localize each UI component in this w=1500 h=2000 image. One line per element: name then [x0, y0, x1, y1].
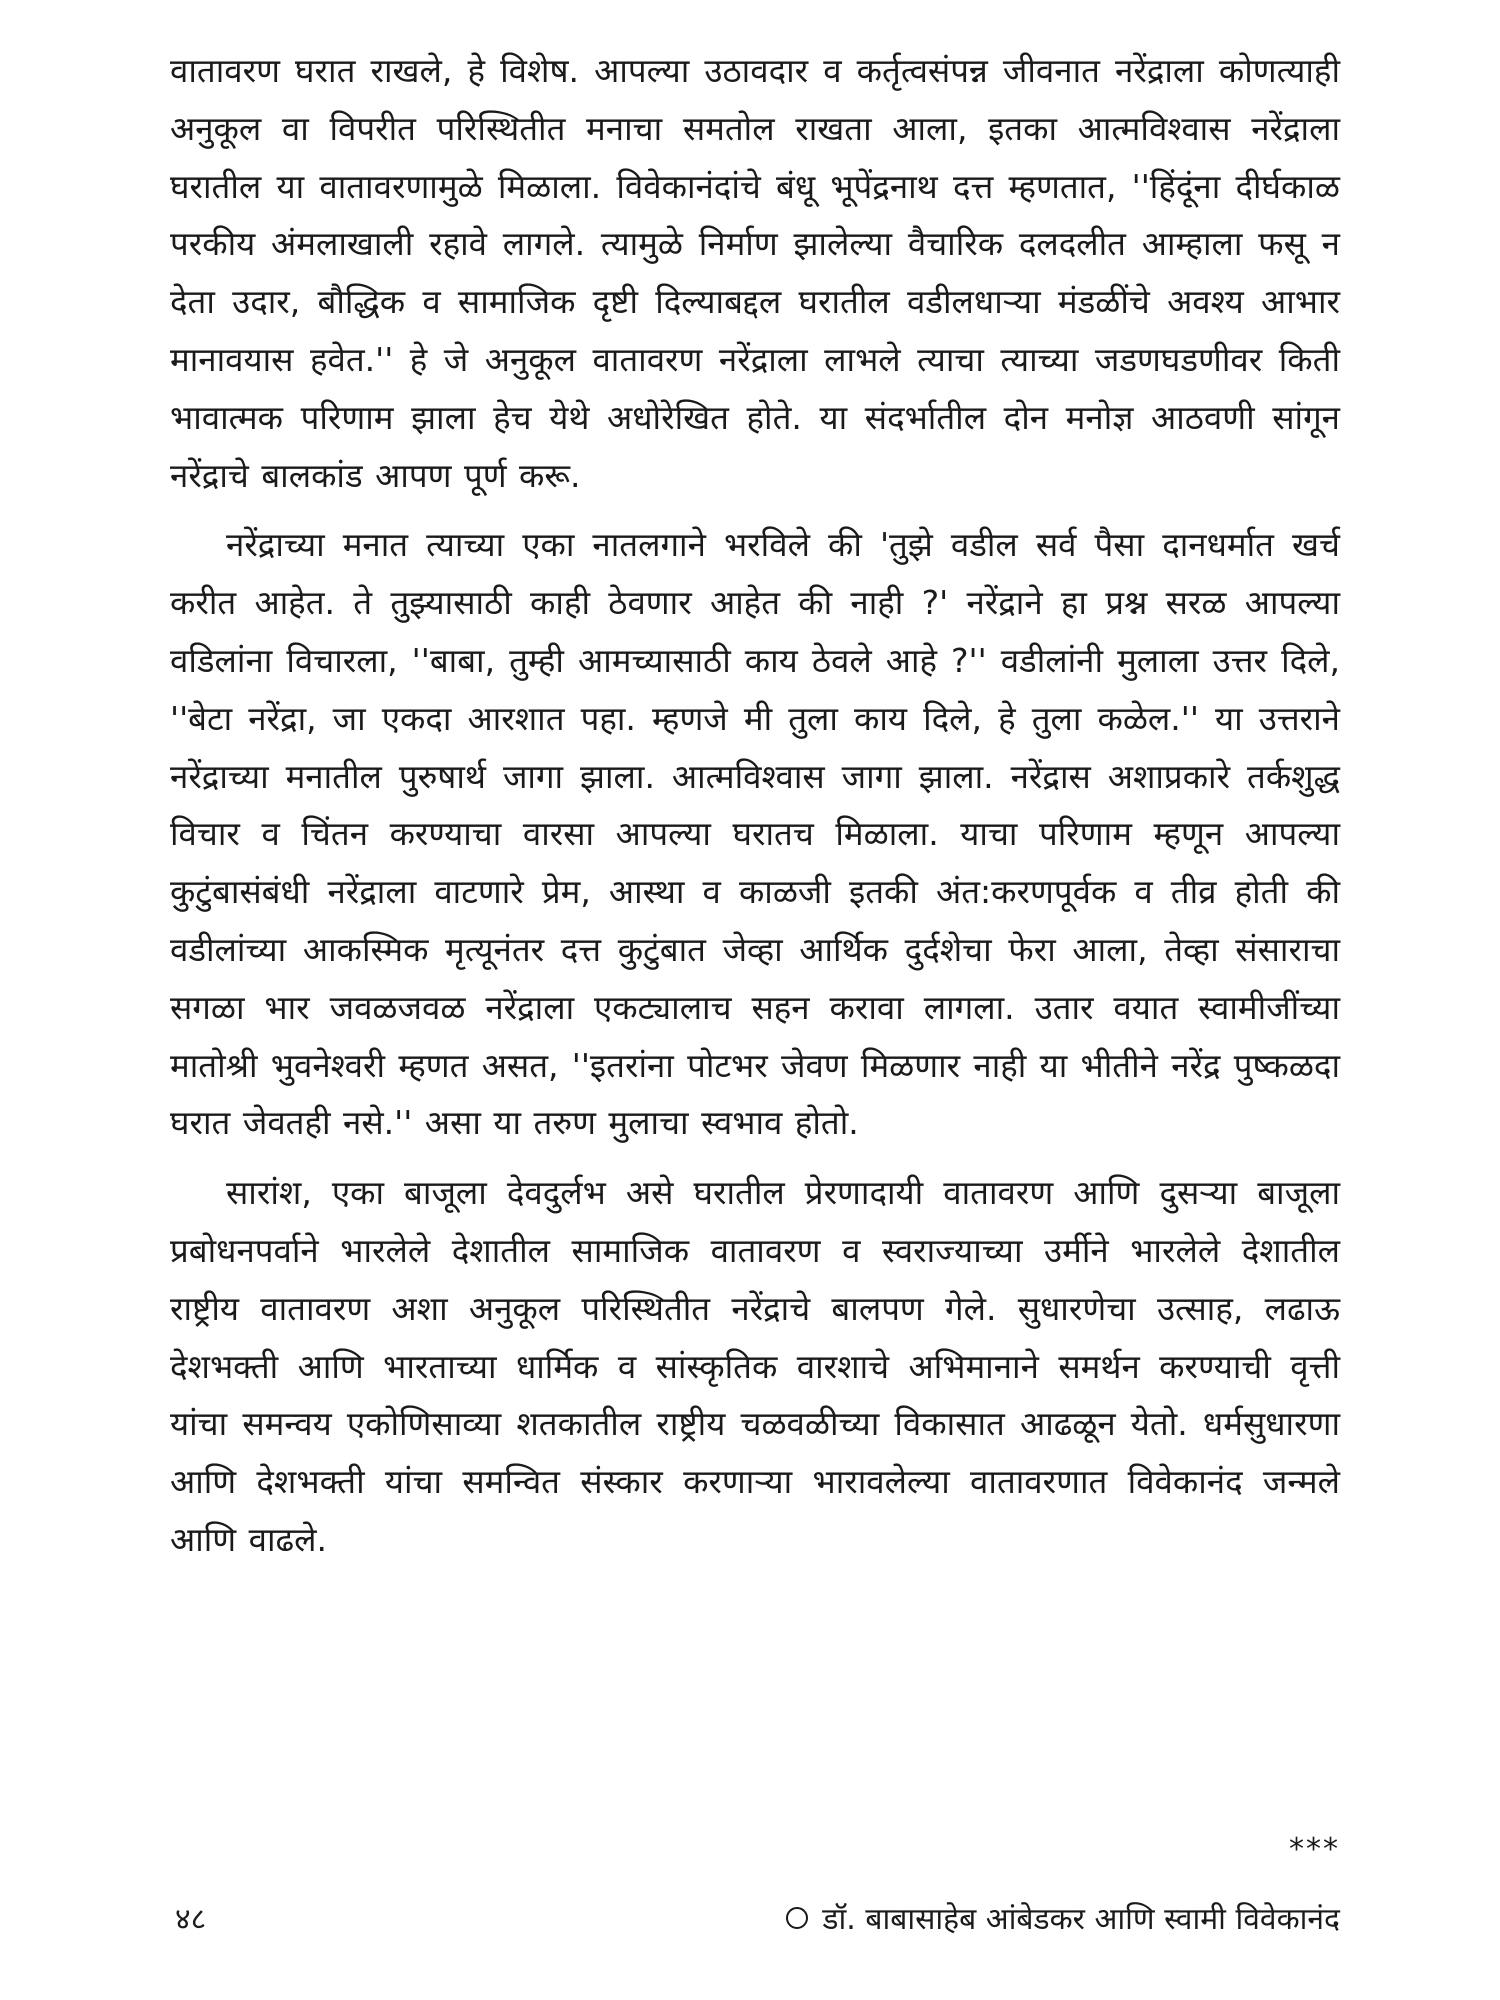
page-footer: [170, 1897, 1340, 1947]
running-title-text: डॉ. बाबासाहेब आंबेडकर आणि स्वामी विवेकानंद: [822, 1902, 1340, 1937]
paragraph-mirror-anecdote: नरेंद्राच्या मनात त्याच्या एका नातलगाने भरविले की 'तुझे वडील सर्व पैसा दानधर्मात खर्च करीत आहेत. ते तुझ्यासाठी काही ठेवणार आहेत की नाही ?' नरेंद्राने हा प्रश्न सरळ आपल्या वडिलांना विचारला, ''बाबा, तुम्ही आमच्यासाठी काय ठेवले आहे ?'' वडीलांनी मुलाला उत्तर दिले, ''बेटा नरेंद्रा, जा एकदा आरशात पहा. म्हणजे मी तुला काय दिले, हे तुला कळेल.'' या उत्तराने नरेंद्राच्या मनातील पुरुषार्थ जागा झाला. आत्मविश्वास जागा झाला. नरेंद्रास अशाप्रकारे तर्कशुद्ध विचार व चिंतन करण्याचा वारसा आपल्या घरातच मिळाला. याचा परिणाम म्हणून आपल्या कुटुंबासंबंधी नरेंद्राला वाटणारे प्रेम, आस्था व काळजी इतकी अंत:करणपूर्वक व तीव्र होती की वडीलांच्या आकस्मिक मृत्यूनंतर दत्त कुटुंबात जेव्हा आर्थिक दुर्दशेचा फेरा आला, तेव्हा संसाराचा सगळा भार जवळजवळ नरेंद्राला एकट्यालाच सहन करावा लागला. उतार वयात स्वामीजींच्या मातोश्री भुवनेश्वरी म्हणत असत, ''इतरांना पोटभर जेवण मिळणार नाही या भीतीने नरेंद्र पुष्कळदा घरात जेवतही नसे.'' असा या तरुण मुलाचा स्वभाव होतो.: [170, 525, 1340, 1143]
page-number: ४८: [175, 1902, 207, 1937]
paragraph-summary: सारांश, एका बाजूला देवदुर्लभ असे घरातील प्रेरणादायी वातावरण आणि दुसऱ्या बाजूला प्रबोधनपर्वाने भारलेले देशातील सामाजिक वातावरण व स्वराज्याच्या उर्मीने भारलेले देशातील राष्ट्रीय वातावरण अशा अनुकूल परिस्थितीत नरेंद्राचे बालपण गेले. सुधारणेचा उत्साह, लढाऊ देशभक्ती आणि भारताच्या धार्मिक व सांस्कृतिक वारशाचे अभिमानाने समर्थन करण्याची वृत्ती यांचा समन्वय एकोणिसाव्या शतकातील राष्ट्रीय चळवळीच्या विकासात आढळून येतो. धर्मसुधारणा आणि देशभक्ती यांचा समन्वित संस्कार करणाऱ्या भारावलेल्या वातावरणात विवेकानंद जन्मले आणि वाढले.: [170, 1173, 1340, 1559]
running-title: [786, 1897, 1340, 1938]
paragraph-continuation: वातावरण घरात राखले, हे विशेष. आपल्या उठावदार व कर्तृत्वसंपन्न जीवनात नरेंद्राला कोणत्याही अनुकूल वा विपरीत परिस्थितीत मनाचा समतोल राखता आला, इतका आत्मविश्वास नरेंद्राला घरातील या वातावरणामुळे मिळाला. विवेकानंदांचे बंधू भूपेंद्रनाथ दत्त म्हणतात, ''हिंदूंना दीर्घकाळ परकीय अंमलाखाली रहावे लागले. त्यामुळे निर्माण झालेल्या वैचारिक दलदलीत आम्हाला फसू न देता उदार, बौद्धिक व सामाजिक दृष्टी दिल्याबद्दल घरातील वडीलधाऱ्या मंडळींचे अवश्य आभार मानावयास हवेत.'' हे जे अनुकूल वातावरण नरेंद्राला लाभले त्याचा त्याच्या जडणघडणीवर किती भावात्मक परिणाम झाला हेच येथे अधोरेखित होते. या संदर्भातील दोन मनोज्ञ आठवणी सांगून नरेंद्राचे बालकांड आपण पूर्ण करू.: [170, 51, 1340, 495]
book-page: [170, 42, 1340, 1937]
section-break-stars: ***: [1289, 1832, 1340, 1867]
circle-bullet-icon: [786, 1907, 808, 1929]
